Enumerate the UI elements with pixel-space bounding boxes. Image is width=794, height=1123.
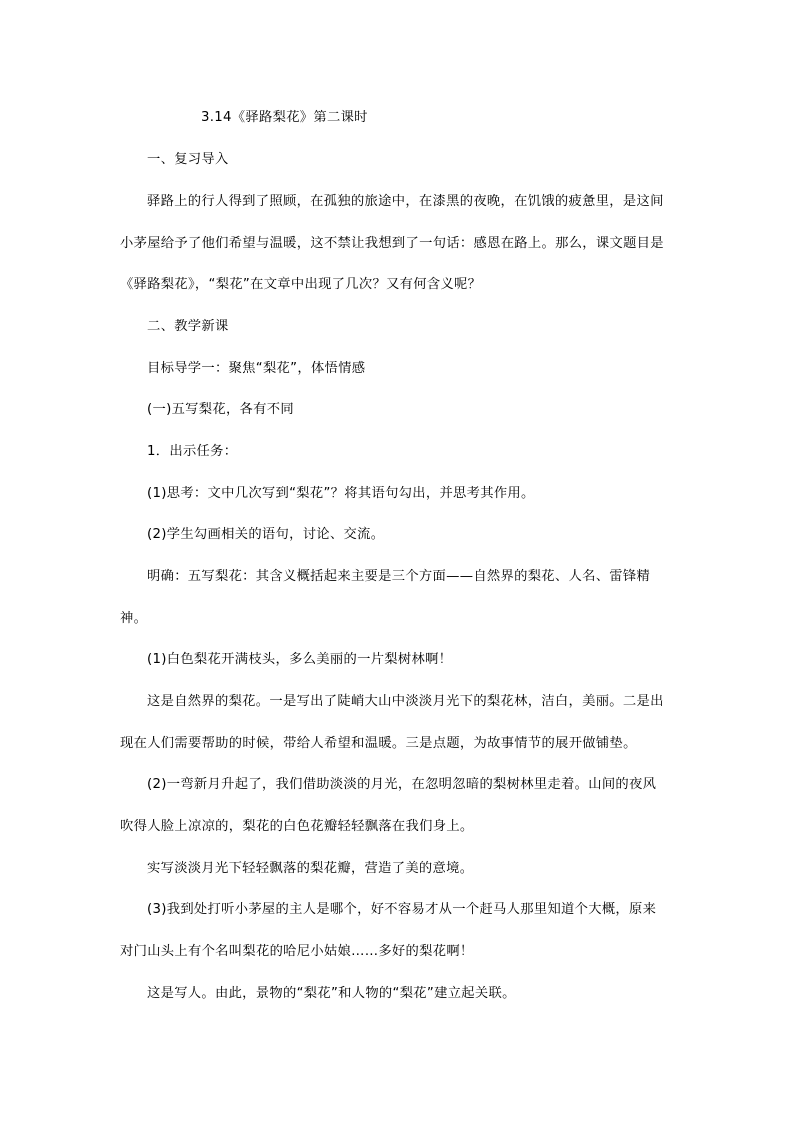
section-heading-new-lesson: 二、教学新课 [147,319,229,334]
paragraph-line: 明确：五写梨花：其含义概括起来主要是三个方面——自然界的梨花、人名、雷锋精 [147,569,651,584]
paragraph-line: 1．出示任务： [147,444,238,459]
paragraph-line: 《驿路梨花》，“梨花”在文章中出现了几次？又有何含义呢？ [120,277,482,292]
paragraph-line: 目标导学一：聚焦“梨花”，体悟情感 [147,361,366,376]
paragraph-line: (1)白色梨花开满枝头，多么美丽的一片梨树林啊！ [147,652,453,667]
paragraph-line: (一)五写梨花，各有不同 [147,402,294,417]
document-title: 3.14《驿路梨花》第二课时 [201,110,368,125]
paragraph-line: 这是自然界的梨花。一是写出了陡峭大山中淡淡月光下的梨花林，洁白，美丽。二是出 [147,694,664,709]
section-heading-review: 一、复习导入 [147,152,229,167]
paragraph-line: 实写淡淡月光下轻轻飘落的梨花瓣，营造了美的意境。 [147,861,474,876]
paragraph-line: 对门山头上有个名叫梨花的哈尼小姑娘……多好的梨花啊！ [120,944,474,959]
paragraph-line: 驿路上的行人得到了照顾，在孤独的旅途中，在漆黑的夜晚，在饥饿的疲惫里，是这间 [147,194,664,209]
paragraph-line: 小茅屋给予了他们希望与温暖，这不禁让我想到了一句话：感恩在路上。那么，课文题目是 [120,236,664,251]
paragraph-line: 神。 [120,611,148,626]
paragraph-line: (2)一弯新月升起了，我们借助淡淡的月光，在忽明忽暗的梨树林里走着。山间的夜风 [147,777,657,792]
paragraph-line: (2)学生勾画相关的语句，讨论、交流。 [147,527,385,542]
paragraph-line: (3)我到处打听小茅屋的主人是哪个，好不容易才从一个赶马人那里知道个大概，原来 [147,902,657,917]
paragraph-line: (1)思考：文中几次写到“梨花”？将其语句勾出，并思考其作用。 [147,486,535,501]
paragraph-line: 吹得人脸上凉凉的，梨花的白色花瓣轻轻飘落在我们身上。 [120,819,474,834]
paragraph-line: 这是写人。由此，景物的“梨花”和人物的“梨花”建立起关联。 [147,986,516,1001]
paragraph-line: 现在人们需要帮助的时候，带给人希望和温暖。三是点题，为故事情节的展开做铺垫。 [120,736,637,751]
